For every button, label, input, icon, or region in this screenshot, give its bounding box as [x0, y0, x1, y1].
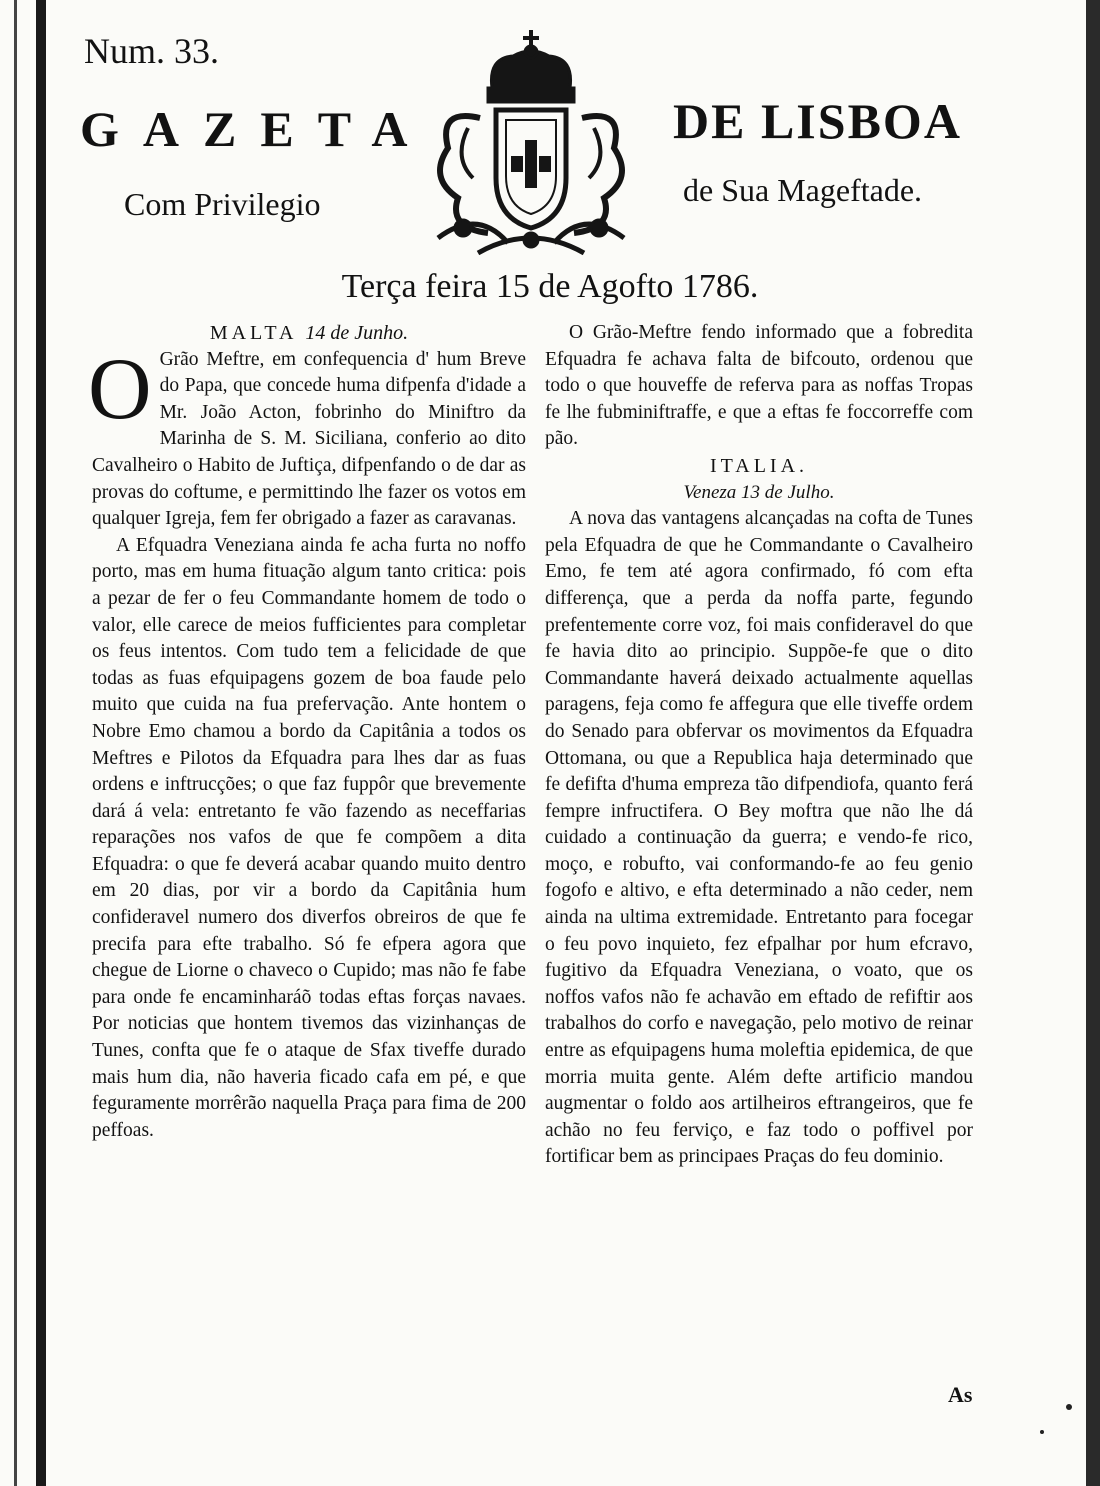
masthead-title-left: GAZETA: [80, 101, 432, 157]
privilege-left: Com Privilegio: [124, 186, 321, 222]
scan-edge-line: [14, 0, 17, 1486]
left-column: [88, 320, 526, 1144]
royal-crest-emblem: [418, 28, 644, 258]
privilege-right: de Sua Mageftade.: [683, 172, 923, 208]
malta-paragraph-1-text: Grão Meftre, em confequencia d' hum Breve do Papa, que concede huma difpenfa d'idade a Mr. João Acton, fobrinho do Miniftro da Marinha de S. M. Siciliana, conferio ao dito Cavalheiro o Habito de Juftiça, difpenfando o de dar as provas do coftume, e permittindo lhe fazer os votos em qualquer Igreja, fem fer obrigado a fazer as caravanas.: [92, 348, 526, 530]
scan-right-edge: [1086, 0, 1100, 1486]
malta-headline: [92, 320, 526, 347]
headline-place: MALTA: [209, 322, 297, 344]
headline-date: 14 de Junho.: [305, 322, 409, 344]
scan-binding-edge: [36, 0, 46, 1486]
issue-date: Terça feira 15 de Agofto 1786.: [341, 268, 759, 305]
ink-speck: [1066, 1404, 1072, 1410]
malta-paragraph-3: O Grão-Meftre fendo informado que a fobredita Efquadra fe achava falta de bifcouto, ordenou que todo o que houveffe de referva para as noffas Tropas fe lhe fubminiftraffe, e que a eftas fe foccorreffe com pão.: [545, 322, 973, 450]
ink-speck: [1040, 1430, 1044, 1434]
veneza-paragraph: A nova das vantagens alcançadas na cofta de Tunes pela Efquadra de que he Commandante o Cavalheiro Emo, fe tem até agora confirmado, fó com efta differença, que a perda da noffa parte, fegundo prefentemente corre voz, foi mais confideravel do que fe havia dito ao principio. Suppõe-fe que o dito Commandante haverá deixado actualmente aquellas paragens, feja como fe affegura que elle tiveffe ordem do Senado para obfervar os movimentos da Efquadra Ottomana, ou que a Republica haja determinado que fe defifta d'huma empreza tão difpendiofa, quanto ferá fempre infructifera. O Bey moftra que não lhe dá cuidado a continuação da guerra; e vendo-fe rico, moço, e robufto, vai conformando-fe ao feu genio fogofo e altivo, e efta determinado a não ceder, nem ainda na ultima extremidade. Entretanto para focegar o feu povo inquieto, fez efpalhar por hum efcravo, fugitivo da Efquadra Veneziana, o voato, que os noffos vafos não fe achavão em eftado de refiftir aos trabalhos do corfo e navegação, pelo motivo de reinar entre as efquipagens huma moleftia epidemica, de que morria muita gente. Além defte artificio mandou augmentar o foldo aos artilheiros eftrangeiros, que fe achão no feu ferviço, e faz todo o poffivel por fortificar bem as principaes Praças do feu dominio.: [545, 508, 973, 1168]
malta-paragraph-2: A Efquadra Veneziana ainda fe acha furta no noffo porto, mas em huma fituação algum tanto critica: pois a pezar de fer o feu Commandante homem de todo o valor, elle carece de meios fufficientes para completar os feus intentos. Com tudo tem a felicidade de que todas as fuas efquipagens gozem de boa faude pelo muito que cuida na fua prefervação. Ante hontem o Nobre Emo chamou a bordo da Capitânia a todos os Meftres e Pilotos da Efquadra para lhes dar as fuas ordens e inftrucções; o que faz fuppôr que brevemente dará á vela: entretanto fe vão fazendo as neceffarias reparações nos vafos de que fe compõem a dita Efquadra: o que fe deverá acabar quando muito dentro em 20 dias, por vir a bordo da Capitânia hum confideravel numero dos diverfos obreiros de que fe precifa para efte trabalho. Só fe efpera agora que chegue de Liorne o chaveco o Cupido; mas não fe fabe para onde fe encaminharáõ todas eftas forças navaes. Por noticias que hontem tivemos das vizinhanças de Tunes, confta que fe o ataque de Sfax tiveffe durado mais hum dia, não haveria ficado cafa em pé, e que feguramente morrêrão naquella Praça para fima de 200 peffoas.: [92, 534, 526, 1141]
issue-number: Num. 33.: [84, 31, 219, 71]
drop-cap: O: [88, 340, 152, 438]
malta-paragraph-1: [88, 340, 526, 533]
veneza-dateline: Veneza 13 de Julho.: [683, 481, 835, 503]
masthead-title-right: DE LISBOA: [673, 93, 962, 149]
catchword: As: [948, 1382, 973, 1407]
italia-headline: ITALIA.: [709, 454, 809, 477]
right-column: [545, 320, 973, 1171]
